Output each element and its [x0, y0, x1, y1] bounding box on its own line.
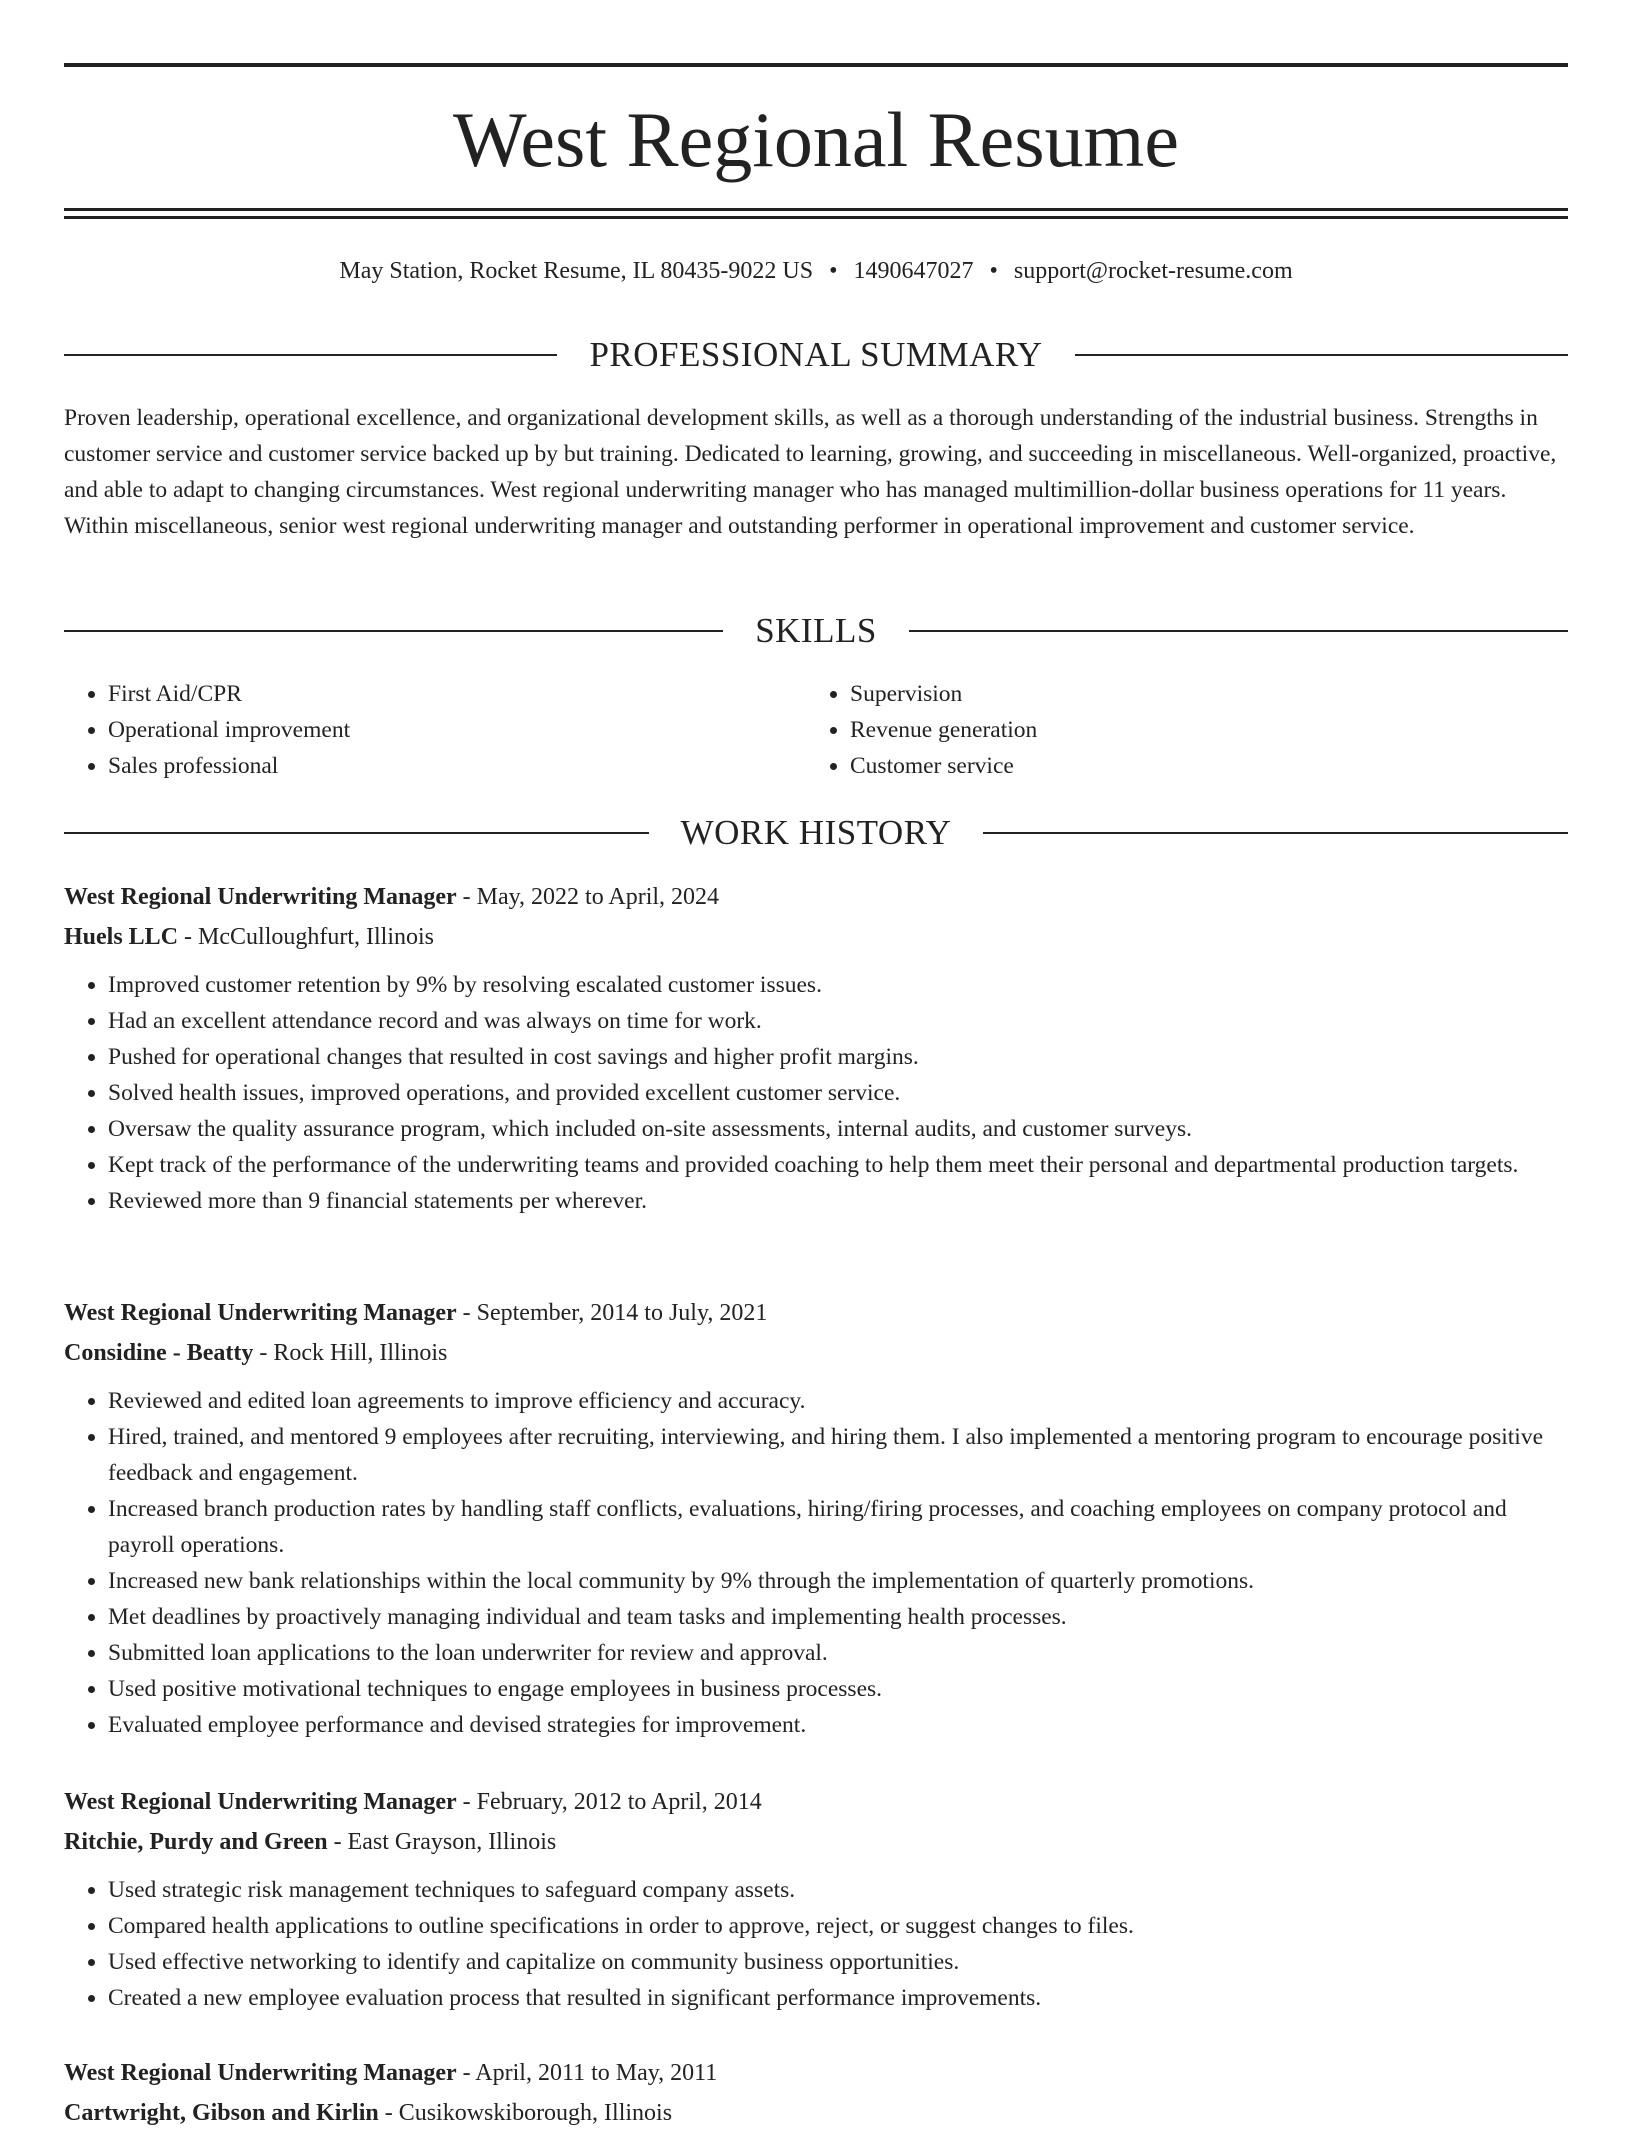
skills-heading	[64, 611, 1568, 651]
contact-phone: 1490647027	[853, 258, 974, 284]
job-location: - Rock Hill, Illinois	[253, 1340, 448, 1366]
heading-rule	[64, 354, 557, 356]
top-rule	[64, 63, 1568, 67]
contact-address: May Station, Rocket Resume, IL 80435-9022 US	[339, 258, 814, 284]
contact-line	[64, 254, 1568, 288]
job-entry	[64, 877, 1568, 1219]
title-rule-lower	[64, 216, 1568, 219]
job-company-line	[64, 1333, 1568, 1373]
job-title-line	[64, 1293, 1568, 1333]
heading-rule	[1075, 354, 1568, 356]
skill-item: • Customer service	[850, 748, 1568, 784]
work-history-heading-label: WORK HISTORY	[680, 813, 952, 852]
job-bullet: • Kept track of the performance of the underwriting teams and provided coaching to help them meet their personal and departmental production targets.	[108, 1147, 1568, 1183]
job-bullet: • Increased branch production rates by handling staff conflicts, evaluations, hiring/firing processes, and coaching employees on company protocol and payroll operations.	[108, 1491, 1568, 1563]
job-bullet: • Evaluated employee performance and devised strategies for improvement.	[108, 1707, 1568, 1743]
heading-rule	[983, 832, 1568, 834]
skills-column-left	[64, 676, 806, 784]
skills-list	[64, 676, 1568, 784]
job-bullet: • Pushed for operational changes that resulted in cost savings and higher profit margins.	[108, 1039, 1568, 1075]
job-entry	[64, 1782, 1568, 2016]
job-bullet: • Increased new bank relationships within the local community by 9% through the implementation of quarterly promotions.	[108, 1563, 1568, 1599]
job-title: West Regional Underwriting Manager	[64, 1789, 457, 1815]
job-bullet: • Created a new employee evaluation process that resulted in significant performance improvements.	[108, 1980, 1568, 2016]
summary-heading	[64, 335, 1568, 375]
job-title-line	[64, 877, 1568, 917]
skills-column-right	[806, 676, 1568, 784]
job-company: Ritchie, Purdy and Green	[64, 1829, 328, 1855]
job-bullet: • Compared health applications to outline specifications in order to approve, reject, or suggest changes to files.	[108, 1908, 1568, 1944]
job-bullet: • Met deadlines by proactively managing individual and team tasks and implementing health processes.	[108, 1599, 1568, 1635]
job-bullet: • Used strategic risk management techniques to safeguard company assets.	[108, 1872, 1568, 1908]
job-bullet: • Used positive motivational techniques to engage employees in business processes.	[108, 1671, 1568, 1707]
job-company: Huels LLC	[64, 924, 179, 950]
contact-separator: •	[989, 258, 998, 284]
job-bullet: • Used effective networking to identify and capitalize on community business opportunities.	[108, 1944, 1568, 1980]
skill-item: • Sales professional	[108, 748, 806, 784]
job-bullet: • Hired, trained, and mentored 9 employees after recruiting, interviewing, and hiring them. I also implemented a mentoring program to encourage positive feedback and engagement.	[108, 1419, 1568, 1491]
job-location: - East Grayson, Illinois	[327, 1829, 557, 1855]
job-title: West Regional Underwriting Manager	[64, 884, 457, 910]
title-rule-upper	[64, 208, 1568, 211]
job-company: Cartwright, Gibson and Kirlin	[64, 2100, 379, 2126]
job-company-line	[64, 1822, 1568, 1862]
job-title-line	[64, 1782, 1568, 1822]
job-bullet: • Submitted loan applications to the loan underwriter for review and approval.	[108, 1635, 1568, 1671]
job-entry	[64, 1293, 1568, 1743]
skill-item: • Revenue generation	[850, 712, 1568, 748]
job-bullets	[64, 1383, 1568, 1743]
contact-separator: •	[829, 258, 838, 284]
job-title: West Regional Underwriting Manager	[64, 1300, 457, 1326]
job-bullet: • Reviewed and edited loan agreements to improve efficiency and accuracy.	[108, 1383, 1568, 1419]
contact-email[interactable]: support@rocket-resume.com	[1013, 258, 1293, 284]
job-dates: - February, 2012 to April, 2014	[456, 1789, 762, 1815]
job-bullet: • Solved health issues, improved operations, and provided excellent customer service.	[108, 1075, 1568, 1111]
job-dates: - May, 2022 to April, 2024	[456, 884, 720, 910]
job-company-line	[64, 2093, 1568, 2133]
job-bullet: • Oversaw the quality assurance program, which included on-site assessments, internal audits, and customer surveys.	[108, 1111, 1568, 1147]
job-dates: - April, 2011 to May, 2011	[456, 2060, 718, 2086]
heading-rule	[64, 630, 723, 632]
skills-heading-label: SKILLS	[755, 611, 877, 650]
job-company: Considine - Beatty	[64, 1340, 254, 1366]
job-bullets	[64, 1872, 1568, 2016]
job-bullet: • Had an excellent attendance record and was always on time for work.	[108, 1003, 1568, 1039]
heading-rule	[64, 832, 649, 834]
skill-item: • First Aid/CPR	[108, 676, 806, 712]
job-location: - McCulloughfurt, Illinois	[178, 924, 435, 950]
skill-item: • Supervision	[850, 676, 1568, 712]
heading-rule	[909, 630, 1568, 632]
job-title-line	[64, 2053, 1568, 2093]
job-title: West Regional Underwriting Manager	[64, 2060, 457, 2086]
job-location: - Cusikowskiborough, Illinois	[378, 2100, 673, 2126]
job-entry	[64, 2053, 1568, 2133]
work-history-heading	[64, 813, 1568, 853]
job-company-line	[64, 917, 1568, 957]
resume-title: West Regional Resume	[453, 96, 1179, 183]
skill-item: • Operational improvement	[108, 712, 806, 748]
job-dates: - September, 2014 to July, 2021	[456, 1300, 768, 1326]
job-bullet: • Improved customer retention by 9% by resolving escalated customer issues.	[108, 967, 1568, 1003]
job-bullet: • Reviewed more than 9 financial statements per wherever.	[108, 1183, 1568, 1219]
job-bullets	[64, 967, 1568, 1219]
professional-summary: Proven leadership, operational excellence, and organizational development skills, as well as a thorough understanding of the industrial business. Strengths in customer service and customer service backed up by but training. Dedicated to learning, growing, and succeeding in miscellaneous. Well-organized, proactive, and able to adapt to changing circumstances. West regional underwriting manager who has managed multimillion-dollar business operations for 11 years. Within miscellaneous, senior west regional underwriting manager and outstanding performer in operational improvement and customer service.	[64, 405, 1557, 539]
summary-heading-label: PROFESSIONAL SUMMARY	[589, 335, 1043, 374]
